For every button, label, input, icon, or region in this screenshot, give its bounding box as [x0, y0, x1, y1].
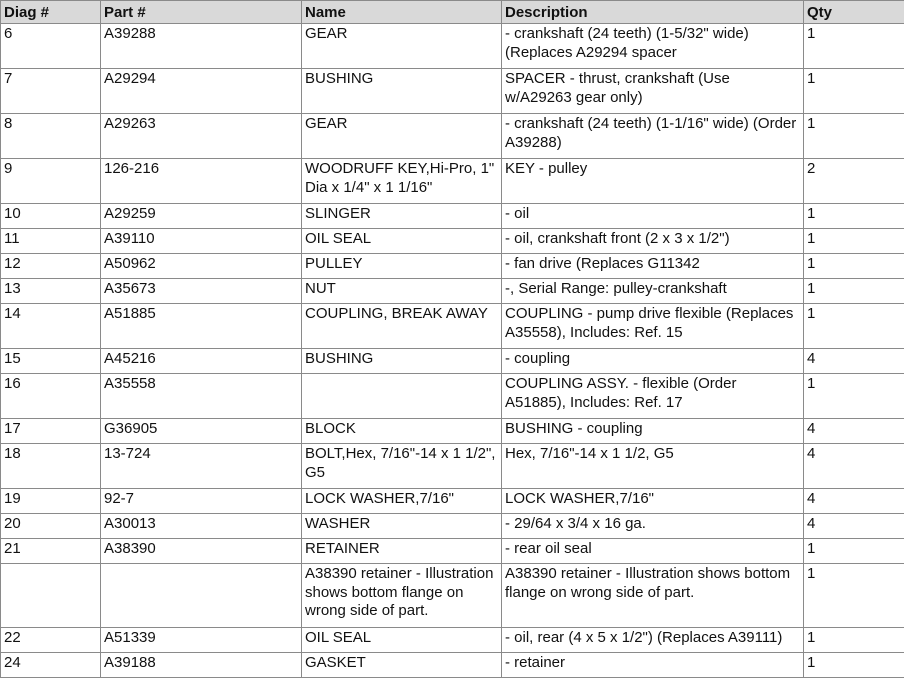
cell-qty: 1 [804, 653, 904, 678]
table-row [1, 628, 904, 653]
cell-part: A51339 [101, 628, 302, 653]
cell-description: - rear oil seal [502, 539, 804, 564]
cell-diag: 14 [1, 304, 101, 349]
table-row [1, 489, 904, 514]
table-row [1, 114, 904, 159]
cell-name: RETAINER [302, 539, 502, 564]
cell-diag: 13 [1, 279, 101, 304]
cell-qty: 1 [804, 24, 904, 69]
header-diag: Diag # [1, 1, 101, 24]
cell-description: - fan drive (Replaces G11342 [502, 254, 804, 279]
cell-name: PULLEY [302, 254, 502, 279]
cell-qty: 1 [804, 564, 904, 628]
cell-part: A29294 [101, 69, 302, 114]
cell-part: 13-724 [101, 444, 302, 489]
table-row [1, 24, 904, 69]
cell-description: COUPLING ASSY. - flexible (Order A51885), Includes: Ref. 17 [502, 374, 804, 419]
cell-description: LOCK WASHER,7/16" [502, 489, 804, 514]
cell-name: BOLT,Hex, 7/16"-14 x 1 1/2", G5 [302, 444, 502, 489]
cell-diag: 8 [1, 114, 101, 159]
cell-name: LOCK WASHER,7/16" [302, 489, 502, 514]
cell-description: - oil, crankshaft front (2 x 3 x 1/2") [502, 229, 804, 254]
cell-part: A51885 [101, 304, 302, 349]
cell-qty: 1 [804, 229, 904, 254]
header-row [1, 1, 904, 24]
table-row [1, 69, 904, 114]
cell-description: COUPLING - pump drive flexible (Replaces A35558), Includes: Ref. 15 [502, 304, 804, 349]
cell-qty: 1 [804, 69, 904, 114]
cell-description: - crankshaft (24 teeth) (1-5/32" wide) (Replaces A29294 spacer [502, 24, 804, 69]
cell-description: - crankshaft (24 teeth) (1-1/16" wide) (Order A39288) [502, 114, 804, 159]
table-row [1, 204, 904, 229]
table-row [1, 419, 904, 444]
cell-diag: 16 [1, 374, 101, 419]
cell-name: GEAR [302, 114, 502, 159]
cell-qty: 1 [804, 204, 904, 229]
cell-part: A35673 [101, 279, 302, 304]
cell-diag: 10 [1, 204, 101, 229]
cell-description: - 29/64 x 3/4 x 16 ga. [502, 514, 804, 539]
cell-part: A38390 [101, 539, 302, 564]
cell-part: A39188 [101, 653, 302, 678]
cell-diag: 11 [1, 229, 101, 254]
header-name: Name [302, 1, 502, 24]
cell-name: BUSHING [302, 69, 502, 114]
cell-qty: 4 [804, 444, 904, 489]
cell-description: A38390 retainer - Illustration shows bottom flange on wrong side of part. [502, 564, 804, 628]
cell-description: KEY - pulley [502, 159, 804, 204]
cell-name: BUSHING [302, 349, 502, 374]
cell-name: OIL SEAL [302, 628, 502, 653]
cell-part: A39110 [101, 229, 302, 254]
cell-diag: 18 [1, 444, 101, 489]
cell-part: G36905 [101, 419, 302, 444]
cell-part [101, 564, 302, 628]
cell-qty: 4 [804, 514, 904, 539]
cell-qty: 4 [804, 349, 904, 374]
cell-diag: 12 [1, 254, 101, 279]
cell-qty: 1 [804, 254, 904, 279]
cell-qty: 1 [804, 539, 904, 564]
cell-part: 92-7 [101, 489, 302, 514]
cell-name [302, 374, 502, 419]
cell-diag: 24 [1, 653, 101, 678]
cell-name: SLINGER [302, 204, 502, 229]
table-row [1, 444, 904, 489]
cell-diag: 22 [1, 628, 101, 653]
cell-description: SPACER - thrust, crankshaft (Use w/A29263 gear only) [502, 69, 804, 114]
cell-name: A38390 retainer - Illustration shows bottom flange on wrong side of part. [302, 564, 502, 628]
cell-diag: 9 [1, 159, 101, 204]
cell-name: NUT [302, 279, 502, 304]
cell-diag: 7 [1, 69, 101, 114]
cell-qty: 1 [804, 279, 904, 304]
cell-qty: 4 [804, 419, 904, 444]
table-row [1, 514, 904, 539]
cell-qty: 2 [804, 159, 904, 204]
cell-diag: 19 [1, 489, 101, 514]
cell-diag: 6 [1, 24, 101, 69]
cell-diag [1, 564, 101, 628]
cell-qty: 1 [804, 304, 904, 349]
cell-description: BUSHING - coupling [502, 419, 804, 444]
cell-description: - coupling [502, 349, 804, 374]
cell-part: 126-216 [101, 159, 302, 204]
table-row [1, 279, 904, 304]
cell-diag: 20 [1, 514, 101, 539]
table-row [1, 159, 904, 204]
cell-description: - oil, rear (4 x 5 x 1/2") (Replaces A39111) [502, 628, 804, 653]
cell-qty: 1 [804, 628, 904, 653]
cell-name: GASKET [302, 653, 502, 678]
cell-description: - oil [502, 204, 804, 229]
cell-part: A50962 [101, 254, 302, 279]
cell-qty: 1 [804, 114, 904, 159]
table-row [1, 653, 904, 678]
cell-name: OIL SEAL [302, 229, 502, 254]
cell-description: -, Serial Range: pulley-crankshaft [502, 279, 804, 304]
cell-name: BLOCK [302, 419, 502, 444]
table-row [1, 254, 904, 279]
table-row [1, 374, 904, 419]
cell-name: GEAR [302, 24, 502, 69]
cell-qty: 1 [804, 374, 904, 419]
cell-name: WOODRUFF KEY,Hi-Pro, 1" Dia x 1/4" x 1 1/16" [302, 159, 502, 204]
table-row [1, 229, 904, 254]
cell-qty: 4 [804, 489, 904, 514]
cell-part: A30013 [101, 514, 302, 539]
table-row [1, 349, 904, 374]
table-row [1, 539, 904, 564]
header-qty: Qty [804, 1, 904, 24]
cell-diag: 15 [1, 349, 101, 374]
cell-part: A29259 [101, 204, 302, 229]
cell-name: COUPLING, BREAK AWAY [302, 304, 502, 349]
cell-diag: 17 [1, 419, 101, 444]
cell-description: - retainer [502, 653, 804, 678]
cell-diag: 21 [1, 539, 101, 564]
cell-name: WASHER [302, 514, 502, 539]
cell-description: Hex, 7/16"-14 x 1 1/2, G5 [502, 444, 804, 489]
cell-part: A35558 [101, 374, 302, 419]
header-description: Description [502, 1, 804, 24]
table-row [1, 564, 904, 628]
header-part: Part # [101, 1, 302, 24]
table-row [1, 304, 904, 349]
cell-part: A29263 [101, 114, 302, 159]
cell-part: A39288 [101, 24, 302, 69]
cell-part: A45216 [101, 349, 302, 374]
